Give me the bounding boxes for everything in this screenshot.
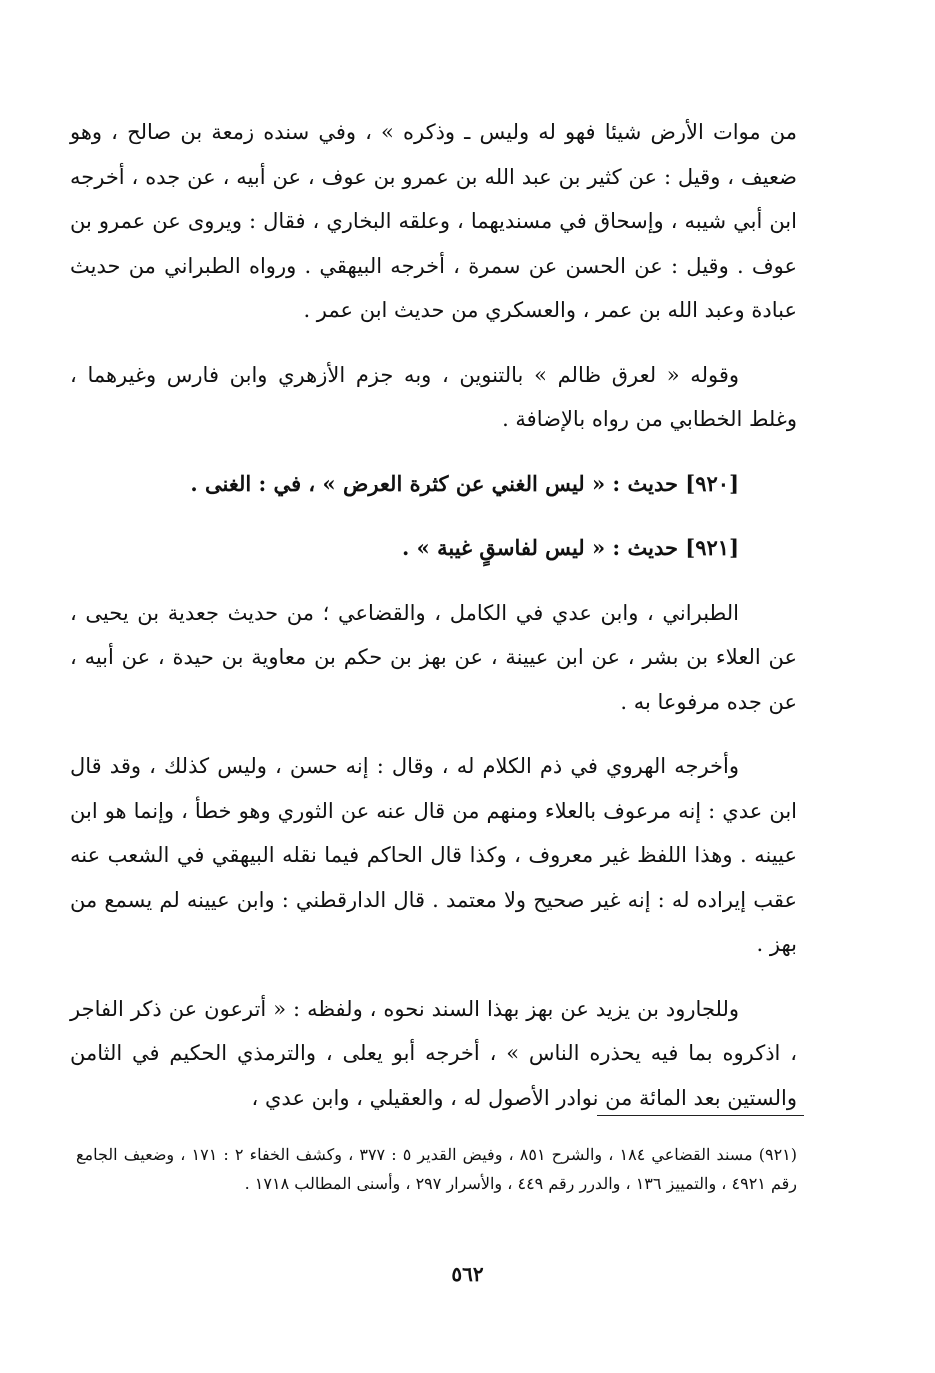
- footnote-divider: [597, 1115, 804, 1116]
- hadith-text: « ليس لفاسقٍ غيبة »: [416, 535, 606, 560]
- paragraph-5: وللجارود بن يزيد عن بهز بهذا السند نحوه ، ولفظه : « أترعون عن ذكر الفاجر ، اذكروه بما فيه يحذره الناس » ، أخرجه أبو يعلى ، والترمذي الحكيم في الثامن والستين بعد المائة من نوادر الأصول له ، والعقيلي ، وابن عدي ،: [70, 996, 797, 1110]
- hadith-number: [٩٢١]: [685, 535, 739, 560]
- paragraph-4: وأخرجه الهروي في ذم الكلام له ، وقال : إنه حسن ، وليس كذلك ، وقد قال ابن عدي : إنه مرعوف بالعلاء ومنهم من قال عنه عن الثوري وهو خطأ ، وإنما هو ابن عيينه . وهذا اللفظ غير معروف ، وكذا قال الحاكم فيما نقله البيهقي في الشعب عنه عقب إيراده له : إنه غير صحيح ولا معتمد . قال الدارقطني : وابن عيينه لم يسمع من بهز .: [70, 754, 797, 956]
- hadith-suffix: .: [402, 535, 417, 560]
- page-number: ٥٦٢: [451, 1262, 484, 1286]
- main-text: [70, 100, 797, 1140]
- paragraph-2: وقوله « لعرق ظالم » بالتنوين ، وبه جزم الأزهري وابن فارس وغيرهما ، وغلط الخطابي من رواه بالإضافة .: [70, 362, 797, 431]
- hadith-prefix: حديث :: [605, 535, 686, 560]
- hadith-heading-921: [70, 526, 797, 571]
- hadith-suffix: ، في : الغنى .: [190, 470, 323, 496]
- hadith-prefix: حديث :: [605, 470, 686, 496]
- paragraph-3: الطبراني ، وابن عدي في الكامل ، والقضاعي ؛ من حديث جعدية بن يحيى ، عن العلاء بن بشر ، عن ابن عيينة ، عن بهز بن حكم بن معاوية بن حيدة ، عن أبيه ، عن جده مرفوعا به .: [70, 600, 797, 714]
- footnote-921: (٩٢١) مسند القضاعي ١٨٤ ، والشرح ٨٥١ ، وفيض القدير ٥ : ٣٧٧ ، وكشف الخفاء ٢ : ١٧١ ، وضعيف الجامع رقم ٤٩٢١ ، والتمييز ١٣٦ ، والدرر رقم ٤٤٩ ، والأسرار ٢٩٧ ، وأسنى المطالب ١٧١٨ .: [76, 1145, 798, 1193]
- hadith-number: [٩٢٠]: [685, 470, 739, 496]
- paragraph-1: من موات الأرض شيئا فهو له وليس ـ وذكره » ، وفي سنده زمعة بن صالح ، وهو ضعيف ، وقيل : عن كثير بن عبد الله بن عمرو بن عوف ، عن أبيه ، عن جده ، أخرجه ابن أبي شيبه ، وإسحاق في مسنديهما ، وعلقه البخاري ، فقال : ويروى عن عمرو بن عوف . وقيل : عن الحسن عن سمرة ، أخرجه البيهقي . ورواه الطبراني من حديث عبادة وعبد الله بن عمر ، والعسكري من حديث ابن عمر .: [70, 120, 797, 322]
- hadith-text: « ليس الغني عن كثرة العرض »: [322, 470, 606, 496]
- hadith-heading-920: [70, 462, 797, 507]
- footnotes: [76, 1140, 797, 1198]
